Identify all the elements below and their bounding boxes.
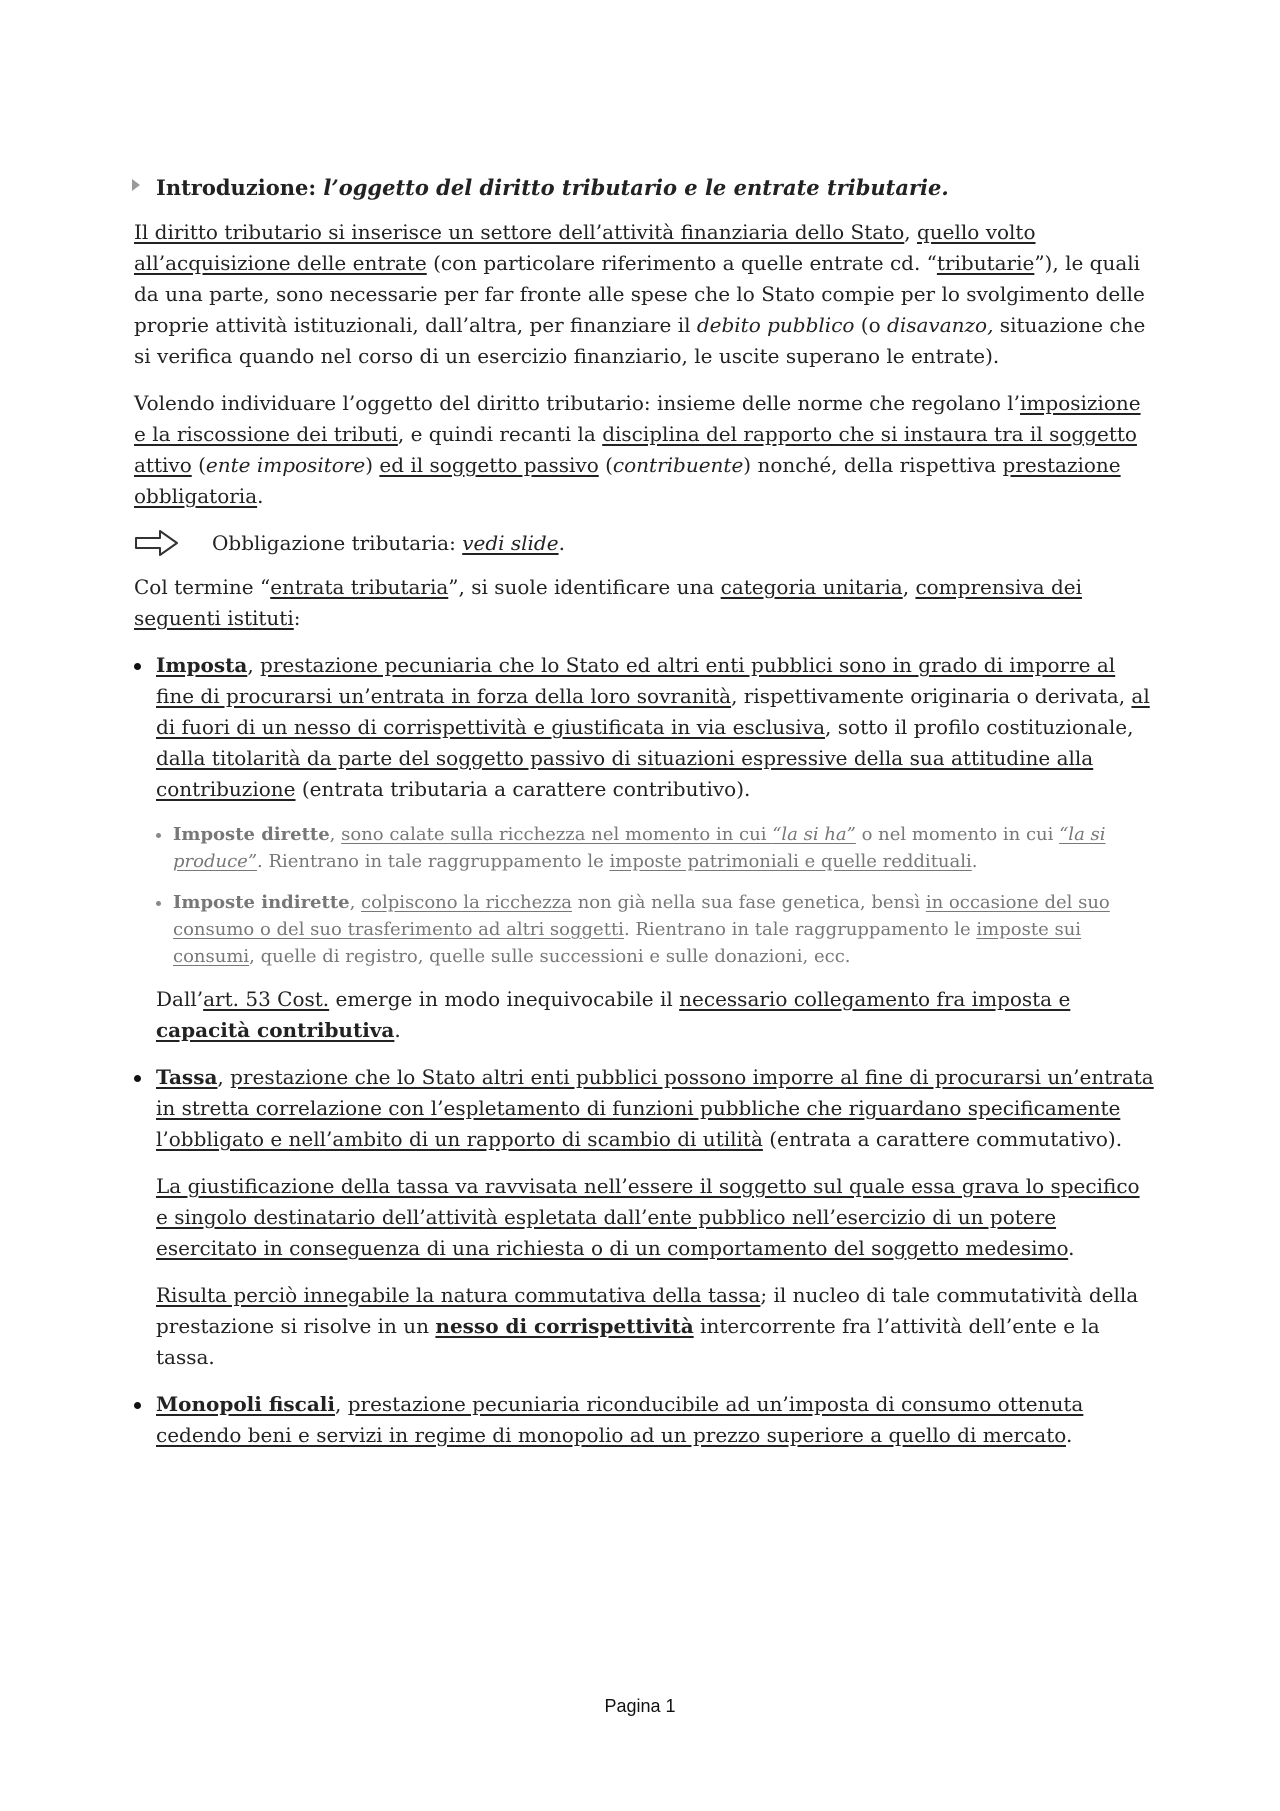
heading-title: l’oggetto del diritto tributario e le entrate tributarie. <box>323 175 949 200</box>
list-item-tassa: Tassa, prestazione che lo Stato altri enti pubblici possono imporre al fine di procurarsi un’entrata in stretta correlazione con l’espletamento di funzioni pubbliche che riguardano specificamente l’obbligato e nell’ambito di un rapporto di scambio di utilità (entrata a carattere commutativo). <box>134 1062 1154 1155</box>
list-item-imposte-indirette: Imposte indirette, colpiscono la ricchezza non già nella sua fase genetica, bensì in occasione del suo consumo o del suo trasferimento ad altri soggetti. Rientrano in tale raggruppamento le imposte sui consumi, quelle di registro, quelle sulle successioni e sulle donazioni, ecc. <box>156 889 1154 970</box>
term-imposta: Imposta <box>156 653 248 677</box>
arrow-note: Obbligazione tributaria: vedi slide. <box>134 528 1154 562</box>
term-tassa: Tassa <box>156 1065 218 1089</box>
paragraph-art53: Dall’art. 53 Cost. emerge in modo inequivocabile il necessario collegamento fra imposta e capacità contributiva. <box>156 987 1071 1042</box>
paragraph-commutativa: Risulta perciò innegabile la natura commutativa della tassa; il nucleo di tale commutatività della prestazione si risolve in un nesso di corrispettività intercorrente fra l’attività dell’ente e la tassa. <box>156 1283 1139 1369</box>
vedi-slide-link[interactable]: vedi slide <box>462 531 559 555</box>
paragraph-intro: Il diritto tributario si inserisce un settore dell’attività finanziaria dello Stato, quello volto all’acquisizione delle entrate (con particolare riferimento a quelle entrate cd. “tributarie”), le quali da una parte, sono necessarie per far fronte alle spese che lo Stato compie per lo svolgimento delle proprie attività istituzionali, dall’altra, per finanziare il debito pubblico (o disavanzo, situazione che si verifica quando nel corso di un esercizio finanziario, le uscite superano le entrate). <box>134 220 1146 368</box>
list-item-monopoli: Monopoli fiscali, prestazione pecuniaria riconducibile ad un’imposta di consumo ottenuta cedendo beni e servizi in regime di monopolio ad un prezzo superiore a quello di mercato. <box>134 1389 1154 1451</box>
page-number: Pagina 1 <box>604 1696 676 1716</box>
paragraph-entrata: Col termine “entrata tributaria”, si suole identificare una categoria unitaria, comprensiva dei seguenti istituti: <box>134 575 1082 630</box>
term-monopoli: Monopoli fiscali <box>156 1392 335 1416</box>
triangle-bullet-icon <box>132 179 140 191</box>
term-imposte-dirette: Imposte dirette <box>173 824 330 845</box>
arrow-note-text: Obbligazione tributaria: <box>212 531 463 555</box>
list-item-imposta: Imposta, prestazione pecuniaria che lo Stato ed altri enti pubblici sono in grado di imporre al fine di procurarsi un’entrata in forza della loro sovranità, rispettivamente originaria o derivata, al di fuori di un nesso di corrispettività e giustificata in via esclusiva, sotto il profilo costituzionale, dalla titolarità da parte del soggetto passivo di situazioni espressive della sua attitudine alla contribuzione (entrata tributaria a carattere contributivo). <box>134 650 1154 805</box>
arrow-right-icon <box>134 528 180 558</box>
document-body <box>134 172 1154 1467</box>
list-item-imposte-dirette: Imposte dirette, sono calate sulla ricchezza nel momento in cui “la si ha” o nel momento in cui “la si produce”. Rientrano in tale raggruppamento le imposte patrimoniali e quelle reddituali. <box>156 821 1154 875</box>
term-imposte-indirette: Imposte indirette <box>173 892 350 913</box>
paragraph-giustificazione: La giustificazione della tassa va ravvisata nell’essere il soggetto sul quale essa grava lo specifico e singolo destinatario dell’attività espletata dall’ente pubblico nell’esercizio di un potere esercitato in conseguenza di una richiesta o di un comportamento del soggetto medesimo. <box>156 1174 1140 1260</box>
paragraph-oggetto: Volendo individuare l’oggetto del diritto tributario: insieme delle norme che regolano l’imposizione e la riscossione dei tributi, e quindi recanti la disciplina del rapporto che si instaura tra il soggetto attivo (ente impositore) ed il soggetto passivo (contribuente) nonché, della rispettiva prestazione obbligatoria. <box>134 391 1141 508</box>
heading-label: Introduzione: <box>156 175 324 200</box>
section-heading <box>134 172 1154 203</box>
